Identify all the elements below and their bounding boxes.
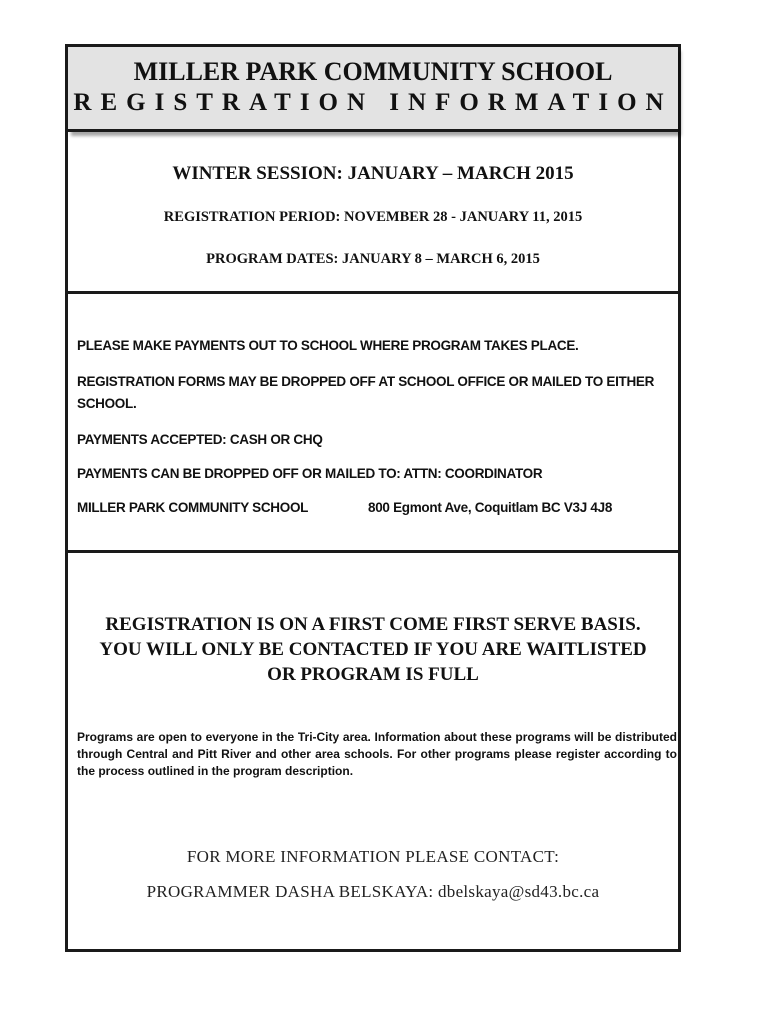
program-dates: PROGRAM DATES: JANUARY 8 – MARCH 6, 2015 — [206, 251, 540, 267]
registration-period: REGISTRATION PERIOD: NOVEMBER 28 - JANUARY 11, 2015 — [163, 209, 583, 225]
first-come-notice — [68, 612, 678, 687]
payments-accepted: PAYMENTS ACCEPTED: CASH OR CHQ — [77, 432, 323, 447]
payment-instruction: PLEASE MAKE PAYMENTS OUT TO SCHOOL WHERE PROGRAM TAKES PLACE. — [77, 338, 579, 353]
section-divider — [68, 550, 678, 553]
registration-forms-info: REGISTRATION FORMS MAY BE DROPPED OFF AT SCHOOL OFFICE OR MAILED TO EITHER SCHOOL. — [77, 374, 655, 411]
registration-information-title: REGISTRATION INFORMATION — [73, 89, 673, 116]
programs-description: Programs are open to everyone in the Tri-City area. Information about these programs will be distributed through Central and Pitt River and other area schools. For other programs please register according to the process outlined in the program description. — [77, 730, 677, 778]
school-address: 800 Egmont Ave, Coquitlam BC V3J 4J8 — [368, 500, 613, 515]
section-divider — [68, 291, 678, 294]
notice-line: REGISTRATION IS ON A FIRST COME FIRST SERVE BASIS. — [105, 614, 641, 635]
payment-drop-off: PAYMENTS CAN BE DROPPED OFF OR MAILED TO: ATTN: COORDINATOR — [77, 466, 543, 481]
contact-heading: FOR MORE INFORMATION PLEASE CONTACT: — [186, 847, 560, 866]
registration-flyer — [65, 44, 681, 952]
school-name: MILLER PARK COMMUNITY SCHOOL — [133, 57, 613, 86]
programmer-contact: PROGRAMMER DASHA BELSKAYA: dbelskaya@sd43.bc.ca — [146, 882, 600, 901]
session-title: WINTER SESSION: JANUARY – MARCH 2015 — [172, 163, 574, 184]
notice-line: YOU WILL ONLY BE CONTACTED IF YOU ARE WAITLISTED — [99, 639, 647, 660]
flyer-header — [68, 47, 678, 132]
school-address-line — [77, 497, 677, 519]
school-name-text: MILLER PARK COMMUNITY SCHOOL — [77, 500, 309, 515]
notice-line: OR PROGRAM IS FULL — [267, 664, 479, 685]
